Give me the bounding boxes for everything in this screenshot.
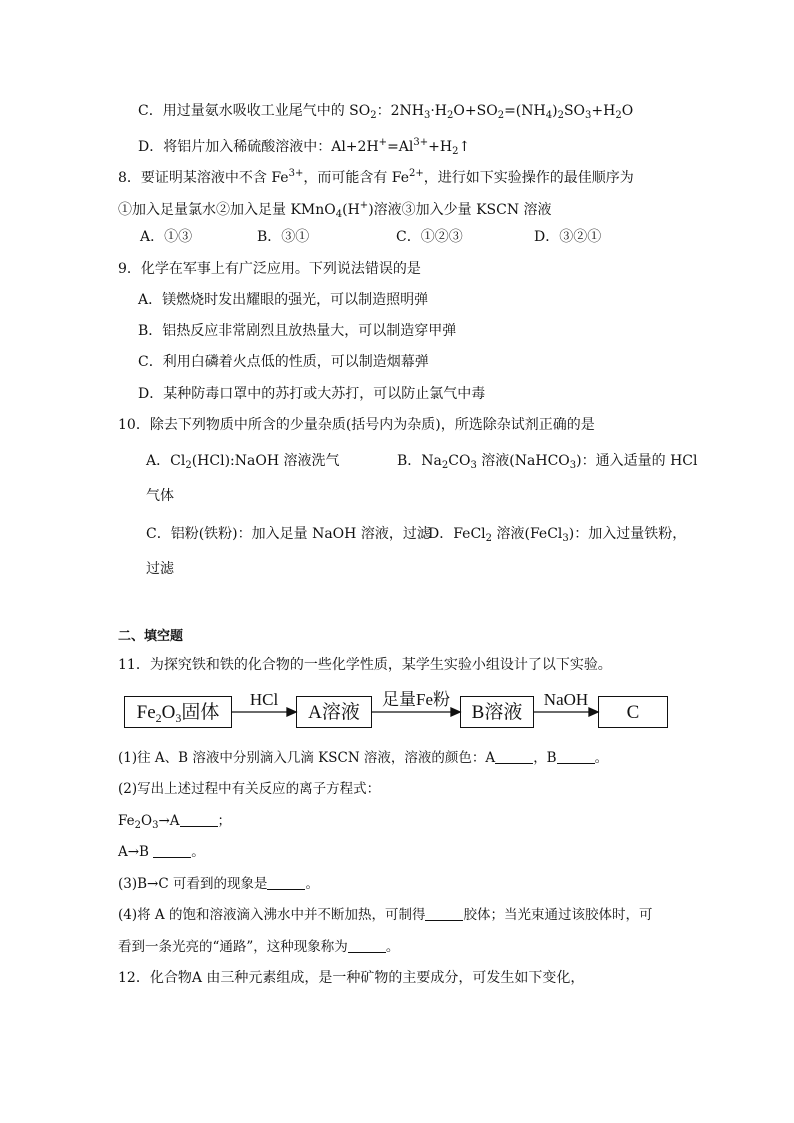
answer-blank[interactable]: [267, 875, 305, 890]
flow-arrow1-label: HCl: [249, 690, 279, 709]
q10-option-d: D．FeCl$_2$ 溶液(FeCl$_3$)：加入过量铁粉，: [428, 526, 687, 544]
q11-part2: (2)写出上述过程中有关反应的离子方程式：: [118, 781, 381, 797]
q11-part2-line1: $Fe_2O_3\to A$ ；: [118, 813, 232, 831]
q8-stem: 8．要证明某溶液中不含 $Fe^{3+}$，而可能含有 $Fe^{2+}$，进行如下实验操作的最佳顺序为: [118, 168, 634, 186]
q8-option-c: C．①②③: [396, 229, 463, 245]
q11-part2-line2: A→B 。: [118, 844, 205, 860]
flow-arrow1-head: [287, 708, 296, 716]
q9-option-c: C．利用白磷着火点低的性质，可以制造烟幕弹: [138, 354, 429, 370]
q11-stem: 11．为探究铁和铁的化合物的一些化学性质，某学生实验小组设计了以下实验。: [118, 657, 612, 673]
q11-part4-cont: 看到一条光亮的“通路”，这种现象称为 。: [118, 939, 400, 955]
q10-option-b: B．$Na_2CO_3$ 溶液(NaHCO$_3$)：通入适量的 HCl: [397, 453, 698, 471]
flow-arrow3-head: [589, 708, 598, 716]
flow-arrow3-label: NaOH: [543, 690, 589, 709]
answer-blank[interactable]: [180, 812, 218, 827]
q11-part1: (1)往 A、B 溶液中分别滴入几滴 KSCN 溶液，溶液的颜色：A ，B 。: [118, 750, 609, 766]
answer-blank[interactable]: [348, 938, 386, 953]
flow-arrow2-label: 足量Fe粉: [382, 690, 450, 709]
q7-option-d: D．将铝片加入稀硫酸溶液中：$Al+2H^+=Al^{3+}+H_2↑$: [138, 137, 471, 157]
answer-blank[interactable]: [425, 906, 463, 921]
q8-option-d: D．③②①: [534, 229, 602, 245]
section-title: 二、填空题: [118, 629, 184, 644]
q11-part3: (3)B→C 可看到的现象是 。: [118, 876, 319, 892]
flow-box-b: B溶液: [460, 696, 534, 728]
q9-option-b: B．铝热反应非常剧烈且放热量大，可以制造穿甲弹: [138, 323, 457, 339]
q10-option-b-cont: 气体: [146, 488, 174, 504]
answer-blank[interactable]: [495, 749, 533, 764]
q8-option-a: A．①③: [140, 229, 193, 245]
flow-box-c: C: [598, 696, 668, 728]
q10-option-a: A．$Cl_2(HCl):NaOH$ 溶液洗气: [146, 453, 340, 471]
answer-blank[interactable]: [557, 749, 595, 764]
answer-blank[interactable]: [153, 843, 191, 858]
q10-option-c: C．铝粉(铁粉)：加入足量 NaOH 溶液，过滤: [146, 526, 431, 542]
q10-option-d-cont: 过滤: [146, 561, 174, 577]
flow-arrow2-head: [451, 708, 460, 716]
q9-option-d: D．某种防毒口罩中的苏打或大苏打，可以防止氯气中毒: [138, 386, 486, 402]
q10-stem: 10．除去下列物质中所含的少量杂质(括号内为杂质)，所选除杂试剂正确的是: [118, 417, 595, 433]
flow-box-fe2o3: $Fe_2O_3$固体: [124, 696, 232, 728]
q12-stem: 12．化合物A 由三种元素组成，是一种矿物的主要成分，可发生如下变化，: [118, 970, 585, 986]
q8-operations: ①加入足量氯水②加入足量 KMnO$_4$(H+)溶液③加入少量 KSCN 溶液: [118, 200, 552, 220]
flow-box-a: A溶液: [296, 696, 372, 728]
q8-option-b: B．③①: [257, 229, 310, 245]
q9-stem: 9．化学在军事上有广泛应用。下列说法错误的是: [118, 261, 421, 277]
q9-option-a: A．镁燃烧时发出耀眼的强光，可以制造照明弹: [138, 292, 429, 308]
q7-option-c: C．用过量氨水吸收工业尾气中的 $SO_2$：$2NH_3\cdot H_2O+SO_2=(NH_4)_2SO_3+H_2O$: [138, 103, 634, 121]
q11-part4: (4)将 A 的饱和溶液滴入沸水中并不断加热，可制得 胶体；当光束通过该胶体时，可: [118, 907, 653, 923]
